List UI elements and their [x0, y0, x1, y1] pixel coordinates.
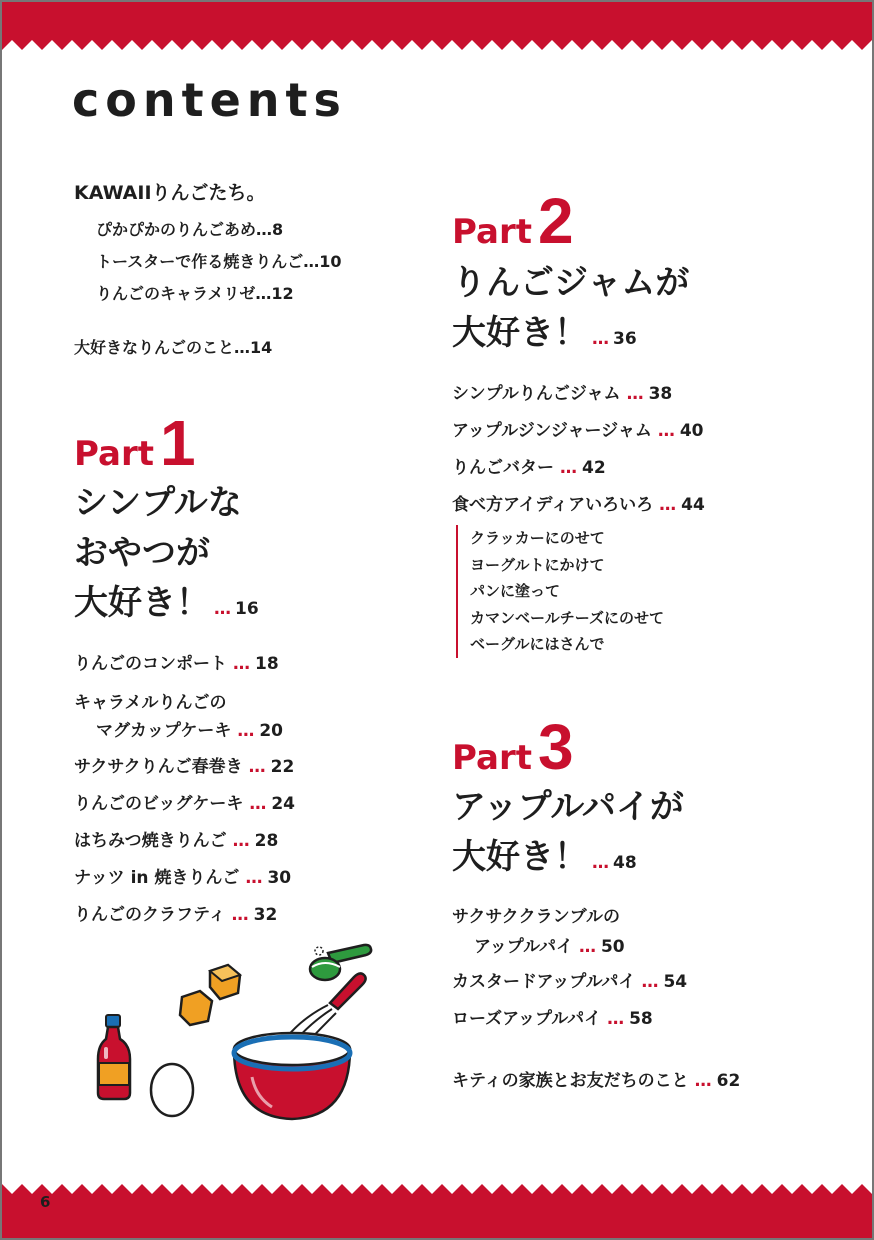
leader-dots: … — [249, 794, 268, 814]
toc-entry[interactable]: りんごのビッグケーキ … 24 — [74, 794, 295, 814]
leader-dots: … — [245, 868, 264, 888]
page-ref: 10 — [319, 252, 342, 271]
toc-entry[interactable]: ぴかぴかのりんごあめ…8 — [96, 220, 284, 239]
leader-dots: … — [231, 905, 250, 925]
leader-dots: … — [303, 252, 320, 271]
leader-dots: … — [233, 654, 251, 674]
page-ref: 24 — [271, 794, 295, 814]
leader-dots: … — [248, 757, 267, 777]
page-heading: contents — [72, 73, 347, 127]
toc-entry[interactable]: りんごのコンポート … 18 — [74, 654, 279, 674]
page-ref: 54 — [663, 971, 688, 992]
toc-entry[interactable]: サクサククランブルの アップルパイ … 50 — [452, 906, 625, 957]
page-number: 6 — [40, 1193, 51, 1211]
left-column — [74, 178, 424, 927]
toc-entry[interactable]: キティの家族とお友だちのこと … 62 — [452, 1070, 741, 1091]
leader-dots: … — [237, 721, 256, 741]
leader-dots: … — [641, 971, 660, 992]
leader-dots: … — [607, 1008, 626, 1029]
toc-entry[interactable]: キャラメルりんごの マグカップケーキ … 20 — [74, 693, 283, 741]
page-ref: 16 — [235, 599, 259, 619]
toc-entry[interactable]: ナッツ in 焼きりんご … 30 — [74, 868, 292, 888]
list-item: ベーグルにはさんで — [470, 635, 605, 653]
toc-entry[interactable]: りんごのキャラメリゼ…12 — [96, 284, 294, 303]
page-ref: 36 — [613, 329, 637, 349]
page-ref: 42 — [582, 458, 606, 478]
list-item: クラッカーにのせて — [470, 529, 605, 547]
part3-label: Part 3 — [452, 710, 574, 783]
part3-section — [452, 708, 852, 1093]
leader-dots: … — [592, 329, 609, 349]
page-ref: 8 — [272, 220, 284, 239]
part2-label: Part 2 — [452, 185, 574, 257]
vanilla-bottle-icon — [98, 1015, 130, 1099]
list-item: ヨーグルトにかけて — [470, 555, 605, 574]
baking-illustration — [92, 937, 392, 1137]
leader-dots: … — [626, 384, 645, 404]
part1-section — [74, 404, 424, 927]
toc-entry[interactable]: 食べ方アイディアいろいろ … 44 — [452, 495, 705, 515]
page-ref: 22 — [270, 757, 295, 777]
leader-dots: … — [256, 220, 273, 239]
part-number: 2 — [537, 185, 574, 257]
leader-dots: … — [592, 852, 609, 873]
page-ref: 28 — [254, 831, 279, 851]
right-column — [452, 182, 852, 1093]
page-ref: 14 — [250, 338, 273, 357]
page-ref: 38 — [648, 384, 673, 404]
leader-dots: … — [659, 495, 678, 515]
part3-title: アップルパイが 大好き！ … 48 — [452, 786, 684, 877]
list-item: パンに塗って — [470, 582, 561, 600]
top-zigzag-border — [2, 2, 872, 64]
serving-ideas-list — [456, 525, 852, 658]
leader-dots: … — [578, 936, 597, 957]
toc-entry[interactable]: アップルジンジャージャム … 40 — [452, 421, 704, 441]
leader-dots: … — [694, 1070, 713, 1091]
page-ref: 30 — [267, 868, 292, 888]
part1-title: シンプルな おやつが 大好き！ … 16 — [74, 483, 259, 623]
page-ref: 32 — [253, 905, 278, 925]
toc-entry[interactable]: りんごバター … 42 — [452, 458, 606, 478]
part3-list — [452, 902, 852, 1093]
part1-label: Part 1 — [74, 407, 196, 479]
part-number: 1 — [159, 407, 196, 479]
part2-list — [452, 382, 852, 658]
toc-entry[interactable]: カスタードアップルパイ … 54 — [452, 971, 688, 992]
leader-dots: … — [232, 831, 251, 851]
part-number: 3 — [537, 710, 574, 783]
page-ref: 62 — [716, 1070, 741, 1091]
toc-entry[interactable]: はちみつ焼きりんご … 28 — [74, 831, 279, 851]
butter-cubes-icon — [180, 965, 240, 1025]
page-ref: 48 — [613, 852, 637, 873]
whisk-bowl-icon — [234, 973, 366, 1119]
toc-entry[interactable]: りんごのクラフティ … 32 — [74, 905, 278, 925]
page-ref: 44 — [681, 495, 705, 515]
leader-dots: … — [657, 421, 676, 441]
list-item: カマンベールチーズにのせて — [470, 608, 664, 627]
page-ref: 12 — [271, 284, 294, 303]
bottom-zigzag-border — [2, 1178, 872, 1240]
egg-icon — [151, 1064, 193, 1116]
intro-list — [74, 214, 424, 310]
toc-entry[interactable]: ローズアップルパイ … 58 — [452, 1008, 653, 1029]
part1-list — [74, 652, 424, 927]
page-ref: 58 — [629, 1008, 653, 1029]
toc-entry[interactable]: サクサクりんご春巻き … 22 — [74, 757, 295, 777]
part2-title: りんごジャムが 大好き！ … 36 — [452, 263, 690, 353]
page-ref: 50 — [600, 936, 625, 957]
page-ref: 20 — [259, 721, 283, 741]
leader-dots: … — [234, 338, 251, 357]
part2-section — [452, 182, 852, 658]
intro-title: KAWAIIりんごたち。 — [74, 182, 266, 204]
leader-dots: … — [214, 599, 231, 619]
toc-entry[interactable]: シンプルりんごジャム … 38 — [452, 384, 673, 404]
leader-dots: … — [255, 284, 272, 303]
page-ref: 18 — [255, 654, 279, 674]
toc-entry[interactable]: 大好きなりんごのこと…14 — [74, 338, 273, 357]
toc-entry[interactable]: トースターで作る焼きりんご…10 — [96, 252, 342, 271]
leader-dots: … — [560, 458, 578, 478]
page-ref: 40 — [679, 421, 704, 441]
